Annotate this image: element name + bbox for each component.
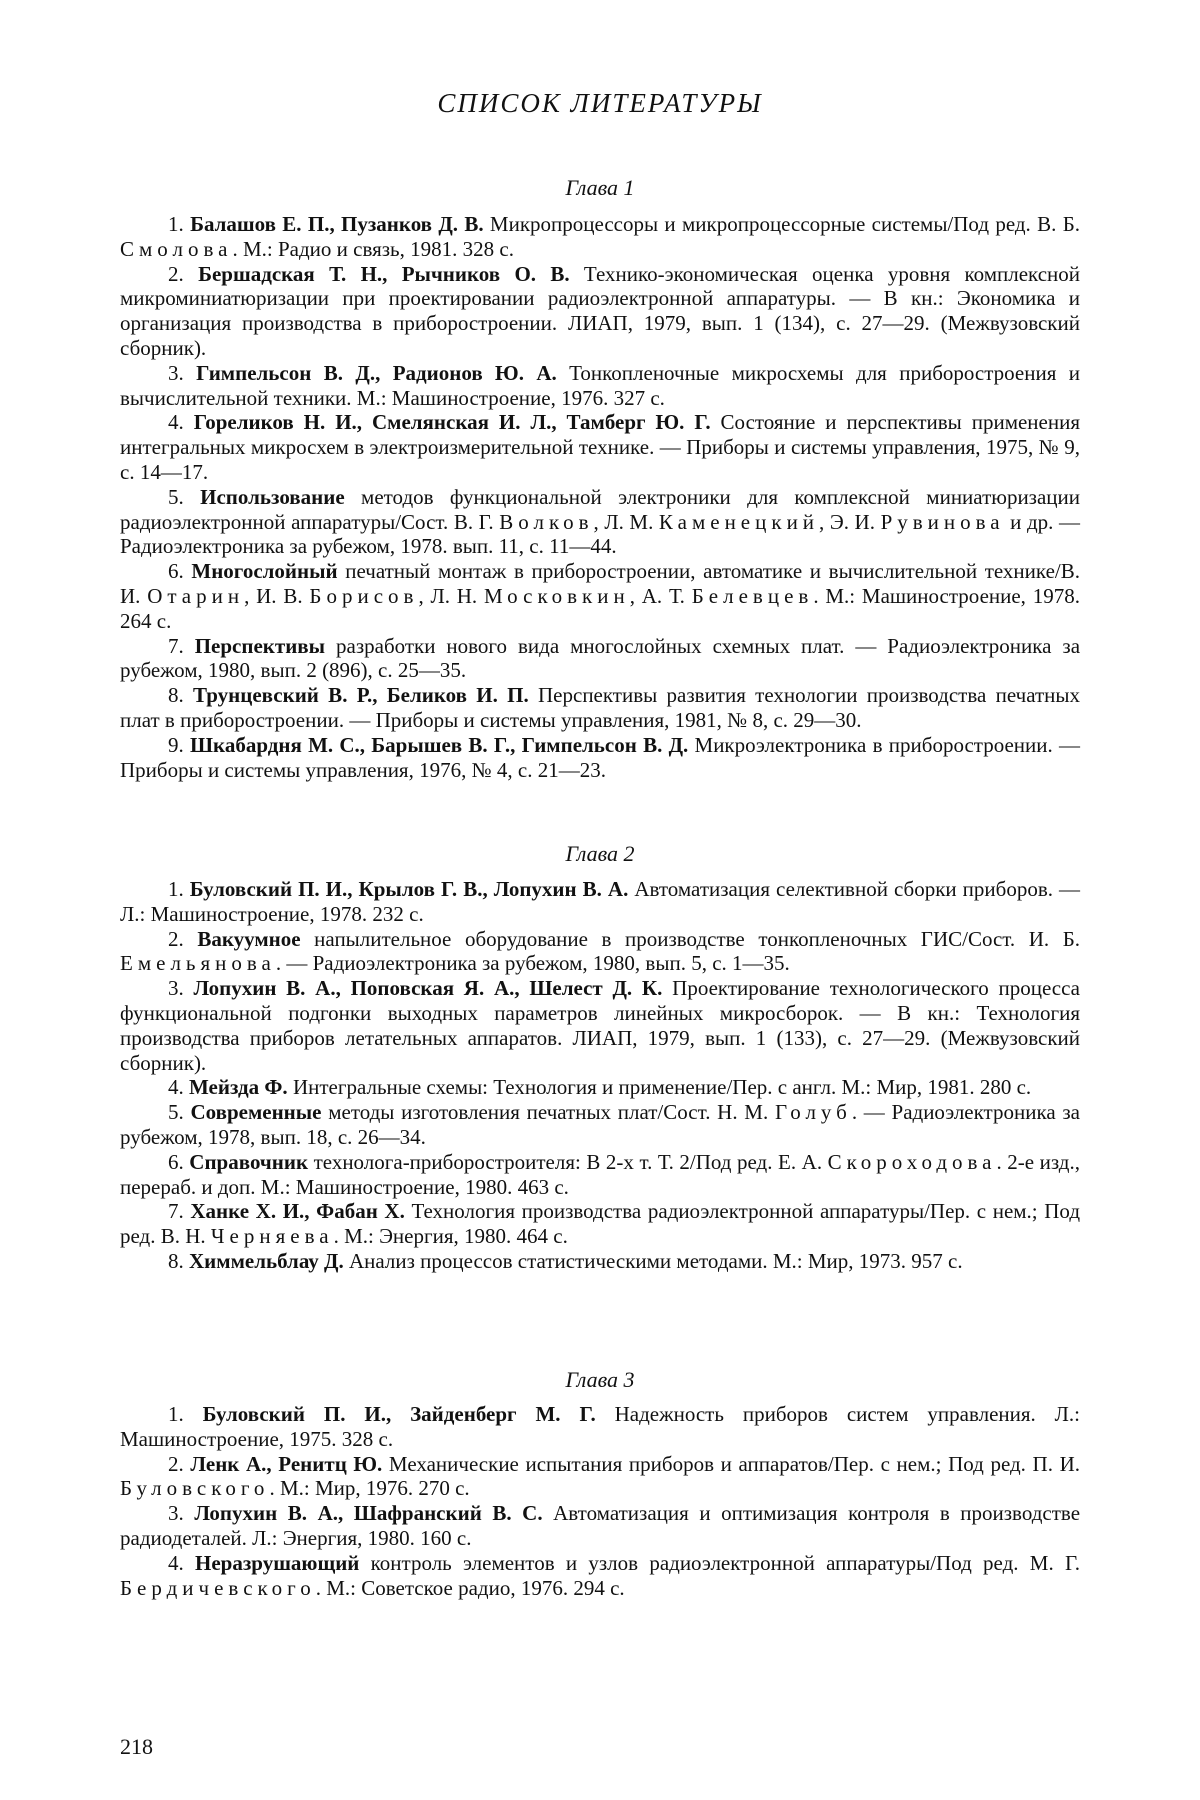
reference-entry — [120, 976, 1080, 1075]
reference-author: Лопухин В. А., Поповская Я. А., Шелест Д. К. — [193, 976, 663, 1001]
reference-text: 7. — [168, 1199, 191, 1224]
reference-author: Гимпельсон В. Д., Радионов Ю. А. — [196, 360, 557, 385]
reference-text: 9. — [168, 732, 190, 757]
reference-text: 1. — [168, 1402, 203, 1426]
reference-editor-name: Голуб — [774, 1100, 852, 1125]
reference-text: 1. — [168, 877, 190, 901]
reference-text: , А. Т. — [629, 583, 692, 608]
reference-entry — [120, 262, 1080, 361]
reference-author: Многослойный — [191, 559, 338, 584]
reference-text: 8. — [168, 683, 194, 708]
reference-text: Микроэлектроника в приборостроении. — Приборы и системы управления, 1976, № 4, с. 21—23. — [120, 732, 1081, 782]
reference-editor-name: Рувинова — [880, 509, 1005, 534]
reference-text: Технико-экономическая оценка уровня комплексной микроминиатюризации при проектировании радиоэлектронной аппаратуры. — В кн.: Экономика и организация производства в приборостроении. ЛИАП, 1979, вып. 1 (134), с. 27—29. (Межвузовский сборник). — [120, 261, 1081, 360]
reference-text: Технология производства радиоэлектронной аппаратуры/Пер. с нем.; Под ред. В. Н. — [120, 1199, 1081, 1249]
reference-editor-name: Борисов — [309, 583, 419, 608]
chapter-2-references — [120, 877, 1080, 1274]
reference-text: 2. — [168, 1451, 191, 1476]
reference-entry — [120, 485, 1080, 559]
reference-editor-name: Смолова — [120, 236, 233, 261]
reference-text: Механические испытания приборов и аппаратов/Пер. с нем.; Под ред. П. И. — [382, 1451, 1081, 1476]
reference-text: . — Радиоэлектроника за рубежом, 1980, вып. 5, с. 1—35. — [275, 951, 790, 976]
reference-entry — [120, 410, 1080, 484]
reference-text: . 2-е изд., перераб. и доп. М.: Машиностроение, 1980. 463 с. — [120, 1149, 1080, 1199]
reference-entry — [120, 1551, 1080, 1601]
reference-author: Гореликов Н. И., Смелянская И. Л., Тамберг Ю. Г. — [193, 410, 711, 435]
reference-author: Балашов Е. П., Пузанков Д. В. — [190, 212, 484, 236]
reference-text: 5. — [168, 484, 201, 509]
reference-editor-name: Бердичевского — [120, 1575, 316, 1600]
reference-editor-name: Емельянова — [120, 951, 276, 976]
reference-text: напылительное оборудование в производстве тонкопленочных ГИС/Сост. И. Б. — [300, 926, 1081, 951]
reference-author: Ханке Х. И., Фабан Х. — [190, 1199, 405, 1224]
reference-text: . М.: Энергия, 1980. 464 с. — [333, 1224, 568, 1249]
reference-author: Химмельблау Д. — [189, 1248, 344, 1273]
reference-text: 5. — [168, 1100, 191, 1125]
reference-text: 2. — [168, 261, 199, 286]
chapter-3-references — [120, 1402, 1080, 1600]
reference-text: 4. — [168, 1075, 189, 1100]
reference-entry — [120, 733, 1080, 783]
reference-author: Перспективы — [194, 633, 326, 658]
chapter-heading-3: Глава 3 — [565, 1367, 635, 1392]
reference-editor-name: Скороходова — [827, 1149, 997, 1174]
reference-text: . М.: Мир, 1976. 270 с. — [269, 1476, 470, 1501]
reference-text: , Л. М. — [593, 509, 659, 534]
reference-text: контроль элементов и узлов радиоэлектронной аппаратуры/Под ред. М. Г. — [359, 1550, 1080, 1575]
reference-author: Современные — [190, 1100, 322, 1125]
reference-editor-name: Каменецкий — [658, 509, 820, 534]
reference-text: 2. — [168, 926, 198, 951]
reference-text: Состояние и перспективы применения интегральных микросхем в электроизмерительной технике. — Приборы и системы управления, 1975, № 9, с. 14—17. — [120, 410, 1081, 484]
reference-text: Анализ процессов статистическими методами. М.: Мир, 1973. 957 с. — [343, 1248, 963, 1273]
reference-author: Бершадская Т. Н., Рычников О. В. — [198, 261, 570, 286]
reference-text: . М.: Советское радио, 1976. 294 с. — [315, 1575, 625, 1600]
reference-author: Буловский П. И., Зайденберг М. Г. — [202, 1402, 596, 1426]
reference-entry — [120, 1075, 1080, 1100]
reference-text: , И. В. — [244, 583, 310, 608]
reference-text: 6. — [168, 1149, 190, 1174]
reference-text: Автоматизация и оптимизация контроля в производстве радиодеталей. Л.: Энергия, 1980. 160 с. — [120, 1501, 1081, 1550]
reference-entry — [120, 683, 1080, 733]
reference-editor-name: Буловского — [120, 1476, 270, 1501]
reference-entry — [120, 212, 1080, 262]
reference-text: 6. — [168, 559, 192, 584]
reference-entry — [120, 1501, 1080, 1551]
reference-text: Интегральные схемы: Технология и применение/Пер. с англ. М.: Мир, 1981. 280 с. — [287, 1075, 1032, 1100]
reference-entry — [120, 1249, 1080, 1274]
reference-entry — [120, 877, 1080, 927]
reference-text: печатный монтаж в приборостроении, автоматике и вычислительной технике/В. И. — [120, 559, 1080, 608]
reference-text: и др. — Радиоэлектроника за рубежом, 1978. вып. 11, с. 11—44. — [120, 509, 1080, 559]
reference-entry — [120, 1402, 1080, 1452]
reference-author: Использование — [200, 484, 345, 509]
reference-entry — [120, 1100, 1080, 1150]
reference-text: Надежность приборов систем управления. Л.: Машиностроение, 1975. 328 с. — [120, 1402, 1080, 1451]
reference-entry — [120, 927, 1080, 977]
reference-text: . М.: Радио и связь, 1981. 328 с. — [232, 236, 514, 261]
reference-editor-name: Белевцев — [691, 583, 814, 608]
reference-text: Проектирование технологического процесса функциональной подгонки выходных параметров линейных микросборок. — В кн.: Технология производства приборов летательных аппаратов. ЛИАП, 1979, вып. 1 (133), с. 27—29. (Межвузовский сборник). — [120, 976, 1081, 1075]
reference-text: 4. — [168, 1550, 196, 1575]
page-title: СПИСОК ЛИТЕРАТУРЫ — [437, 88, 763, 118]
reference-entry — [120, 1452, 1080, 1502]
reference-author: Мейзда Ф. — [189, 1075, 288, 1100]
reference-text: 3. — [168, 1501, 195, 1526]
reference-text: методы изготовления печатных плат/Сост. Н. М. — [321, 1100, 775, 1125]
reference-author: Ленк А., Ренитц Ю. — [190, 1451, 383, 1476]
reference-text: . — Радиоэлектроника за рубежом, 1978, вып. 18, с. 26—34. — [120, 1100, 1080, 1149]
reference-text: 3. — [168, 360, 197, 385]
chapter-heading-2: Глава 2 — [565, 841, 635, 866]
reference-text: 7. — [168, 633, 195, 658]
reference-entry — [120, 634, 1080, 684]
reference-text: методов функциональной электроники для комплексной миниатюризации радиоэлектронной аппаратуры/Сост. В. Г. — [120, 484, 1081, 534]
reference-editor-name: Отарин — [147, 583, 245, 608]
reference-author: Буловский П. И., Крылов Г. В., Лопухин В. А. — [189, 877, 629, 901]
reference-author: Неразрушающий — [195, 1550, 360, 1575]
reference-author: Лопухин В. А., Шафранский В. С. — [194, 1501, 543, 1526]
reference-text: Тонкопленочные микросхемы для приборостроения и вычислительной техники. М.: Машиностроение, 1976. 327 с. — [120, 360, 1080, 410]
reference-entry — [120, 361, 1080, 411]
reference-text: Микропроцессоры и микропроцессорные системы/Под ред. В. Б. — [483, 212, 1080, 236]
reference-text: 4. — [168, 410, 194, 435]
reference-editor-name: Московкин — [483, 583, 630, 608]
page-number: 218 — [120, 1734, 153, 1759]
chapter-heading-1: Глава 1 — [565, 175, 635, 200]
reference-text: разработки нового вида многослойных схемных плат. — Радиоэлектроника за рубежом, 1980, вып. 2 (896), с. 25—35. — [120, 633, 1081, 683]
reference-author: Трунцевский В. Р., Беликов И. П. — [193, 683, 529, 708]
reference-editor-name: Волков — [499, 509, 594, 534]
reference-entry — [120, 1150, 1080, 1200]
reference-text: 8. — [168, 1248, 189, 1273]
reference-text: 1. — [168, 212, 191, 236]
reference-entry — [120, 1199, 1080, 1249]
reference-author: Вакуумное — [197, 926, 301, 951]
reference-text: . М.: Машиностроение, 1978. 264 с. — [120, 583, 1080, 633]
reference-text: Автоматизация селективной сборки приборов. — Л.: Машиностроение, 1978. 232 с. — [120, 877, 1080, 926]
reference-text: технолога-приборостроителя: В 2-х т. Т. 2/Под ред. Е. А. — [308, 1149, 828, 1174]
reference-text: Перспективы развития технологии производства печатных плат в приборостроении. — Приборы и системы управления, 1981, № 8, с. 29—30. — [120, 683, 1080, 732]
reference-text: 3. — [168, 976, 194, 1001]
reference-text: , Э. И. — [819, 509, 881, 534]
reference-author: Шкабардня М. С., Барышев В. Г., Гимпельсон В. Д. — [190, 732, 689, 757]
reference-author: Справочник — [189, 1149, 309, 1174]
chapter-1-references — [120, 212, 1080, 782]
reference-editor-name: Черняева — [210, 1224, 334, 1249]
reference-entry — [120, 559, 1080, 633]
reference-text: , Л. Н. — [418, 583, 484, 608]
